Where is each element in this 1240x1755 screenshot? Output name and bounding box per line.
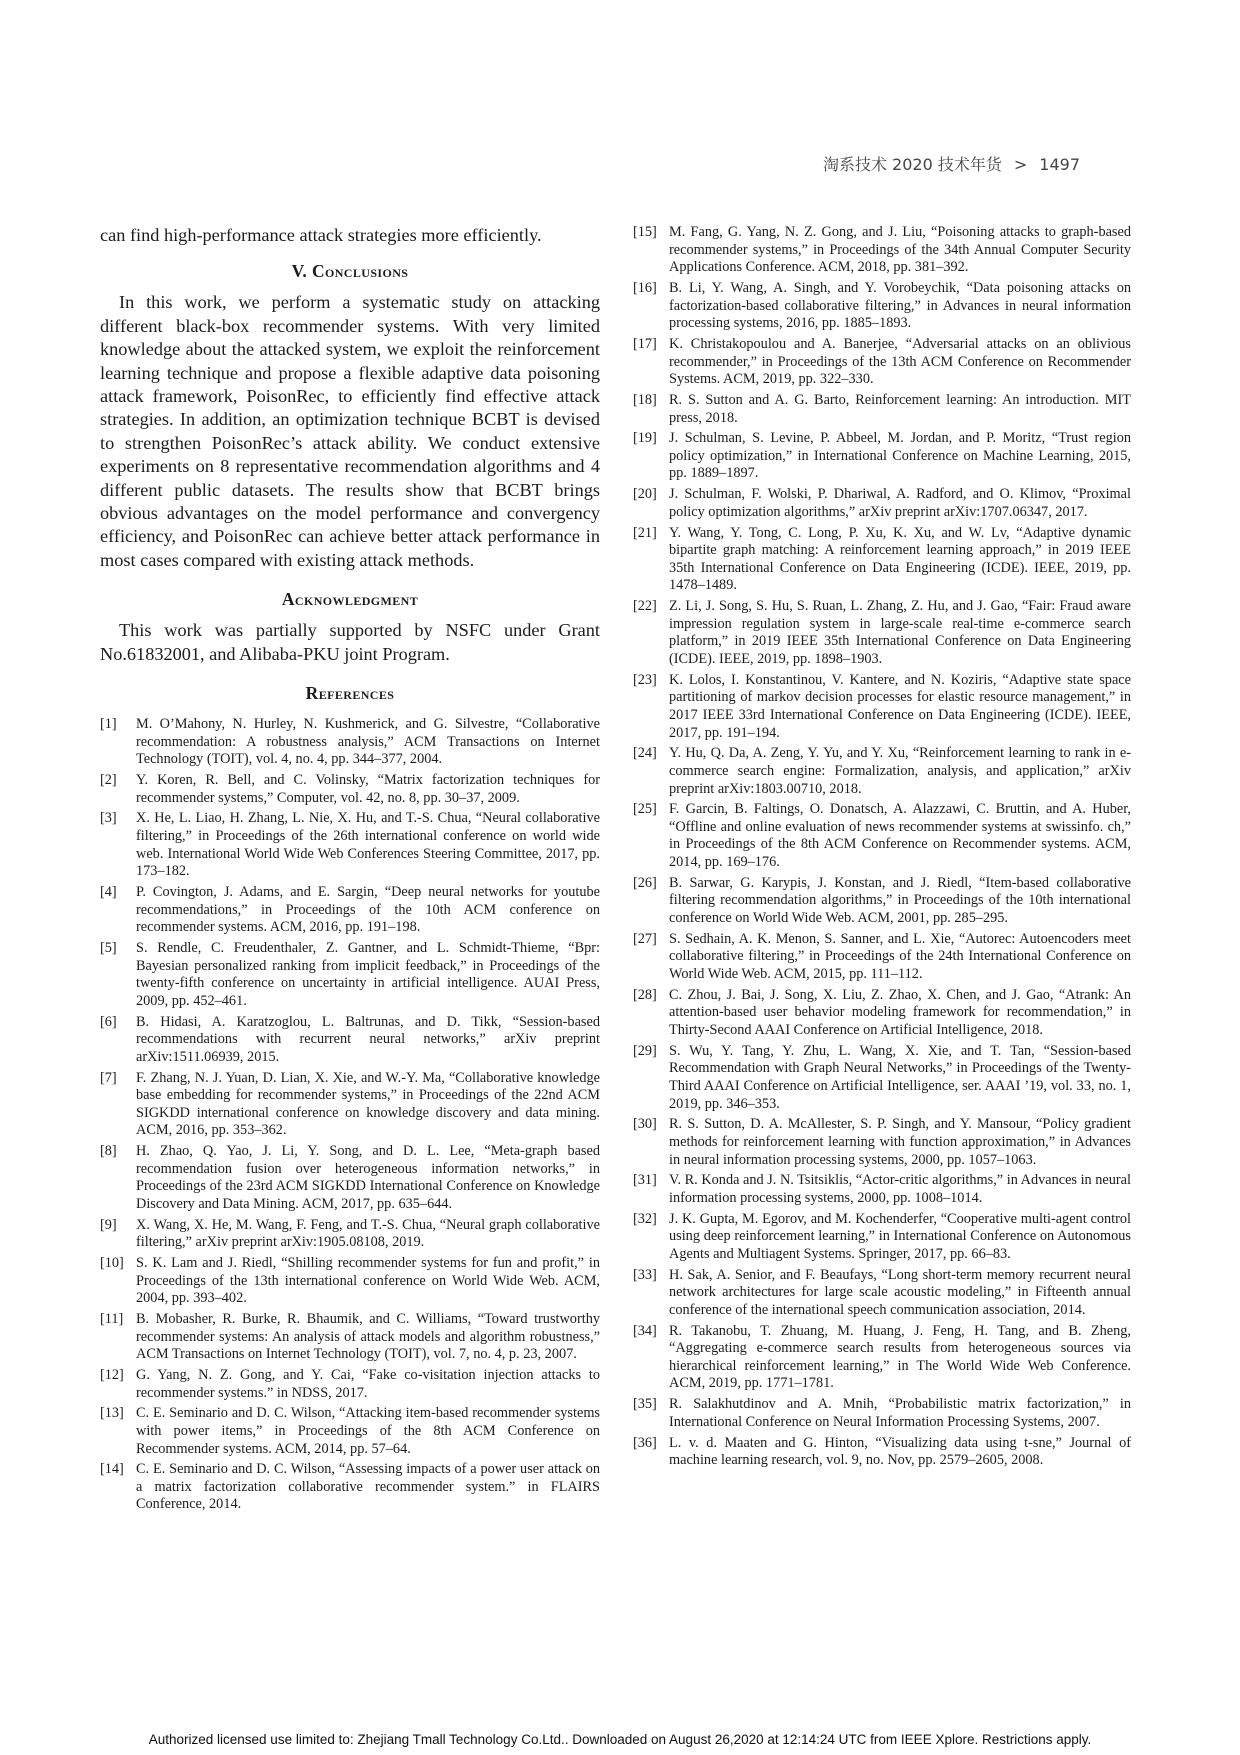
reference-label: [31] [633, 1172, 657, 1189]
reference-list-right [633, 224, 1131, 1470]
reference-label: [24] [633, 745, 657, 762]
reference-text: S. Wu, Y. Tang, Y. Zhu, L. Wang, X. Xie, and T. Tan, “Session-based Recommendation with Graph Neural Networks,” in Proceedings of the Twenty-Third AAAI Conference on Artificial Intelligence, ser. AAAI ’19, vol. 33, no. 1, 2019, pp. 346–353. [669, 1042, 1131, 1112]
reference-item [633, 1323, 1131, 1393]
reference-text: C. E. Seminario and D. C. Wilson, “Attacking item-based recommender systems with power items,” in Proceedings of the 8th ACM Conference on Recommender systems. ACM, 2014, pp. 57–64. [136, 1405, 600, 1457]
reference-label: [2] [100, 772, 117, 789]
reference-item [100, 1143, 600, 1213]
reference-item [100, 810, 600, 880]
reference-item [633, 931, 1131, 984]
reference-item [100, 716, 600, 769]
reference-label: [12] [100, 1366, 124, 1383]
reference-item [633, 525, 1131, 595]
reference-text: C. Zhou, J. Bai, J. Song, X. Liu, Z. Zhao, X. Chen, and J. Gao, “Atrank: An attention-based user behavior modeling framework for recommendation,” in Thirty-Second AAAI Conference on Artificial Intelligence, 2018. [669, 986, 1131, 1038]
reference-item [100, 772, 600, 807]
reference-label: [6] [100, 1013, 117, 1030]
reference-label: [5] [100, 939, 117, 956]
reference-text: V. R. Konda and J. N. Tsitsiklis, “Actor-critic algorithms,” in Advances in neural information processing systems, 2000, pp. 1008–1014. [669, 1172, 1131, 1206]
reference-item [633, 430, 1131, 483]
reference-text: J. Schulman, F. Wolski, P. Dhariwal, A. Radford, and O. Klimov, “Proximal policy optimization algorithms,” arXiv preprint arXiv:1707.06347, 2017. [669, 486, 1131, 520]
reference-text: J. Schulman, S. Levine, P. Abbeel, M. Jordan, and P. Moritz, “Trust region policy optimization,” in International Conference on Machine Learning, 2015, pp. 1889–1897. [669, 430, 1131, 482]
reference-label: [22] [633, 598, 657, 615]
reference-text: C. E. Seminario and D. C. Wilson, “Assessing impacts of a power user attack on a matrix factorization collaborative recommender system.” in FLAIRS Conference, 2014. [136, 1461, 600, 1513]
reference-item [100, 1311, 600, 1364]
reference-label: [20] [633, 486, 657, 503]
reference-text: B. Li, Y. Wang, A. Singh, and Y. Vorobeychik, “Data poisoning attacks on factorization-based collaborative filtering,” in Advances in neural information processing systems, 2016, pp. 1885–1893. [669, 279, 1131, 332]
reference-label: [18] [633, 391, 657, 408]
acknowledgment-paragraph: This work was partially supported by NSFC under Grant No.61832001, and Alibaba-PKU joint Program. [100, 620, 600, 664]
reference-label: [3] [100, 810, 117, 827]
reference-label: [23] [633, 671, 657, 688]
reference-text: M. Fang, G. Yang, N. Z. Gong, and J. Liu, “Poisoning attacks to graph-based recommender systems,” in Proceedings of the 34th Annual Computer Security Applications Conference. ACM, 2018, pp. 381–392. [669, 224, 1131, 276]
reference-label: [21] [633, 524, 657, 541]
conclusions-heading: V. Conclusions [291, 261, 409, 282]
reference-label: [11] [100, 1310, 124, 1327]
reference-label: [16] [633, 279, 657, 296]
conclusions-paragraph: In this work, we perform a systematic study on attacking different black-box recommender systems. With very limited knowledge about the attacked system, we exploit the reinforcement learning technique and propose a flexible adaptive data poisoning attack framework, PoisonRec, to efficiently find effective attack strategies. In addition, an optimization technique BCBT is devised to strengthen PoisonRec’s attack ability. We conduct extensive experiments on 8 representative recommendation algorithms and 4 different public datasets. The results show that BCBT brings obvious advantages on the model performance and convergency efficiency, and PoisonRec can achieve better attack performance in most cases compared with existing attack methods. [100, 292, 600, 570]
reference-label: [13] [100, 1405, 124, 1422]
reference-text: L. v. d. Maaten and G. Hinton, “Visualizing data using t-sne,” Journal of machine learning research, vol. 9, no. Nov, pp. 2579–2605, 2008. [669, 1434, 1131, 1469]
reference-item [633, 1396, 1131, 1431]
reference-label: [33] [633, 1266, 657, 1283]
reference-item [633, 598, 1131, 668]
reference-label: [34] [633, 1322, 657, 1339]
page-number: 1497 [1039, 155, 1080, 174]
reference-label: [29] [633, 1042, 657, 1059]
reference-text: Y. Wang, Y. Tong, C. Long, P. Xu, K. Xu, and W. Lv, “Adaptive dynamic bipartite graph matching: A reinforcement learning approach,” in 2019 IEEE 35th International Conference on Data Engineering (ICDE). IEEE, 2019, pp. 1478–1489. [669, 524, 1131, 594]
reference-item [633, 1116, 1131, 1169]
reference-text: Y. Hu, Q. Da, A. Zeng, Y. Yu, and Y. Xu, “Reinforcement learning to rank in e-commerce search engine: Formalization, analysis, and application,” arXiv preprint arXiv:1803.00710, 2018. [669, 745, 1131, 797]
reference-item [633, 1435, 1131, 1470]
reference-list-left [100, 716, 600, 1514]
reference-item [100, 1014, 600, 1067]
reference-text: Z. Li, J. Song, S. Hu, S. Ruan, L. Zhang, Z. Hu, and J. Gao, “Fair: Fraud aware impression regulation system in large-scale real-time e-commerce search platform,” in 2019 IEEE 35th International Conference on Data Engineering (ICDE). IEEE, 2019, pp. 1898–1903. [669, 598, 1131, 667]
reference-text: J. K. Gupta, M. Egorov, and M. Kochenderfer, “Cooperative multi-agent control using deep reinforcement learning,” in International Conference on Autonomous Agents and Multiagent Systems. Springer, 2017, pp. 66–83. [669, 1210, 1131, 1262]
reference-text: S. K. Lam and J. Riedl, “Shilling recommender systems for fun and profit,” in Proceedings of the 13th international conference on World Wide Web. ACM, 2004, pp. 393–402. [136, 1255, 600, 1307]
reference-text: F. Zhang, N. J. Yuan, D. Lian, X. Xie, and W.-Y. Ma, “Collaborative knowledge base embedding for recommender systems,” in Proceedings of the 22nd ACM SIGKDD international conference on knowledge discovery and data mining. ACM, 2016, pp. 353–362. [136, 1069, 600, 1139]
header-separator: > [1013, 155, 1028, 174]
reference-text: R. Takanobu, T. Zhuang, M. Huang, J. Feng, H. Tang, and B. Zheng, “Aggregating e-commerce search results from heterogeneous sources via hierarchical reinforcement learning,” in The World Wide Web Conference. ACM, 2019, pp. 1771–1781. [669, 1322, 1131, 1392]
reference-text: Y. Koren, R. Bell, and C. Volinsky, “Matrix factorization techniques for recommender systems,” Computer, vol. 42, no. 8, pp. 30–37, 2009. [136, 772, 600, 806]
reference-text: B. Hidasi, A. Karatzoglou, L. Baltrunas, and D. Tikk, “Session-based recommendations with recurrent neural networks,” arXiv preprint arXiv:1511.06939, 2015. [136, 1013, 600, 1065]
reference-label: [27] [633, 930, 657, 947]
reference-item [633, 486, 1131, 521]
reference-text: F. Garcin, B. Faltings, O. Donatsch, A. Alazzawi, C. Bruttin, and A. Huber, “Offline and online evaluation of news recommender systems at swissinfo. ch,” in Proceedings of the 8th ACM Conference on Recommender systems. ACM, 2014, pp. 169–176. [669, 801, 1131, 871]
reference-item [633, 1267, 1131, 1320]
reference-item [633, 987, 1131, 1040]
reference-label: [9] [100, 1216, 117, 1233]
reference-item [100, 1461, 600, 1514]
reference-item [633, 745, 1131, 798]
reference-text: K. Christakopoulou and A. Banerjee, “Adversarial attacks on an oblivious recommender,” in Proceedings of the 13th ACM Conference on Recommender Systems. ACM, 2019, pp. 322–330. [669, 335, 1131, 388]
reference-item [100, 1405, 600, 1458]
reference-label: [25] [633, 801, 657, 818]
running-header [700, 152, 1080, 176]
reference-text: R. Salakhutdinov and A. Mnih, “Probabilistic matrix factorization,” in International Conference on Neural Information Processing Systems, 2007. [669, 1396, 1131, 1430]
reference-text: X. He, L. Liao, H. Zhang, L. Nie, X. Hu, and T.-S. Chua, “Neural collaborative filtering,” in Proceedings of the 26th international conference on world wide web. International World Wide Web Conferences Steering Committee, 2017, pp. 173–182. [136, 810, 600, 880]
reference-label: [17] [633, 335, 657, 352]
reference-item [633, 1172, 1131, 1207]
references-heading: References [305, 683, 395, 704]
reference-text: S. Rendle, C. Freudenthaler, Z. Gantner, and L. Schmidt-Thieme, “Bpr: Bayesian personalized ranking from implicit feedback,” in Proceedings of the twenty-fifth conference on uncertainty in artificial intelligence. AUAI Press, 2009, pp. 452–461. [136, 939, 600, 1009]
reference-item [100, 1367, 600, 1402]
right-column [633, 224, 1131, 1473]
publication-title: 淘系技术 2020 技术年货 [822, 155, 1002, 174]
reference-item [100, 1217, 600, 1252]
reference-item [633, 672, 1131, 742]
reference-item [633, 875, 1131, 928]
reference-label: [30] [633, 1116, 657, 1133]
reference-text: B. Sarwar, G. Karypis, J. Konstan, and J. Riedl, “Item-based collaborative filtering recommendation algorithms,” in Proceedings of the 10th international conference on World Wide Web. ACM, 2001, pp. 285–295. [669, 874, 1131, 927]
reference-label: [26] [633, 874, 657, 891]
reference-item [100, 884, 600, 937]
reference-label: [1] [100, 716, 117, 733]
reference-item [633, 336, 1131, 389]
reference-label: [19] [633, 430, 657, 447]
reference-text: R. S. Sutton, D. A. McAllester, S. P. Singh, and Y. Mansour, “Policy gradient methods for reinforcement learning with function approximation,” in Advances in neural information processing systems, 2000, pp. 1057–1063. [669, 1116, 1131, 1168]
reference-item [100, 1070, 600, 1140]
reference-text: B. Mobasher, R. Burke, R. Bhaumik, and C. Williams, “Toward trustworthy recommender systems: An analysis of attack models and algorithm robustness,” ACM Transactions on Internet Technology (TOIT), vol. 7, no. 4, p. 23, 2007. [136, 1310, 600, 1363]
reference-label: [36] [633, 1434, 657, 1451]
reference-text: P. Covington, J. Adams, and E. Sargin, “Deep neural networks for youtube recommendations,” in Proceedings of the 10th ACM conference on recommender systems. ACM, 2016, pp. 191–198. [136, 884, 600, 936]
reference-label: [7] [100, 1069, 117, 1086]
reference-text: H. Sak, A. Senior, and F. Beaufays, “Long short-term memory recurrent neural network architectures for large scale acoustic modeling,” in Fifteenth annual conference of the international speech communication association, 2014. [669, 1266, 1131, 1318]
reference-text: M. O’Mahony, N. Hurley, N. Kushmerick, and G. Silvestre, “Collaborative recommendation: A robustness analysis,” ACM Transactions on Internet Technology (TOIT), vol. 4, no. 4, pp. 344–377, 2004. [136, 716, 600, 768]
reference-text: H. Zhao, Q. Yao, J. Li, Y. Song, and D. L. Lee, “Meta-graph based recommendation fusion over heterogeneous information networks,” in Proceedings of the 23rd ACM SIGKDD International Conference on Knowledge Discovery and Data Mining. ACM, 2017, pp. 635–644. [136, 1143, 600, 1212]
reference-item [633, 280, 1131, 333]
reference-item [633, 392, 1131, 427]
license-footer: Authorized licensed use limited to: Zhejiang Tmall Technology Co.Ltd.. Downloaded on August 26,2020 at 12:14:24 UTC from IEEE Xplore. Restrictions apply. [148, 1732, 1092, 1747]
reference-label: [8] [100, 1143, 117, 1160]
reference-text: X. Wang, X. He, M. Wang, F. Feng, and T.-S. Chua, “Neural graph collaborative filtering,” arXiv preprint arXiv:1905.08108, 2019. [136, 1216, 600, 1251]
lead-in-paragraph: can find high-performance attack strategies more efficiently. [100, 225, 542, 245]
reference-item [100, 1255, 600, 1308]
reference-label: [14] [100, 1461, 124, 1478]
reference-text: K. Lolos, I. Konstantinou, V. Kantere, and N. Koziris, “Adaptive state space partitioning of markov decision processes for elastic resource management,” in 2017 IEEE 33rd International Conference on Data Engineering (ICDE). IEEE, 2017, pp. 191–194. [669, 671, 1131, 741]
reference-item [633, 801, 1131, 871]
reference-text: G. Yang, N. Z. Gong, and Y. Cai, “Fake co-visitation injection attacks to recommender systems.” in NDSS, 2017. [136, 1366, 600, 1401]
reference-label: [35] [633, 1396, 657, 1413]
reference-text: S. Sedhain, A. K. Menon, S. Sanner, and L. Xie, “Autorec: Autoencoders meet collaborative filtering,” in Proceedings of the 24th International Conference on World Wide Web. ACM, 2015, pp. 111–112. [669, 930, 1131, 982]
reference-text: R. S. Sutton and A. G. Barto, Reinforcement learning: An introduction. MIT press, 2018. [669, 391, 1131, 426]
reference-label: [10] [100, 1255, 124, 1271]
reference-label: [28] [633, 986, 657, 1003]
reference-label: [32] [633, 1210, 657, 1227]
reference-item [633, 1043, 1131, 1113]
left-column [100, 224, 600, 1517]
reference-item [633, 1211, 1131, 1264]
reference-label: [15] [633, 224, 657, 240]
reference-item [100, 940, 600, 1010]
acknowledgment-heading: Acknowledgment [281, 589, 419, 610]
reference-item [633, 224, 1131, 277]
reference-label: [4] [100, 884, 117, 900]
